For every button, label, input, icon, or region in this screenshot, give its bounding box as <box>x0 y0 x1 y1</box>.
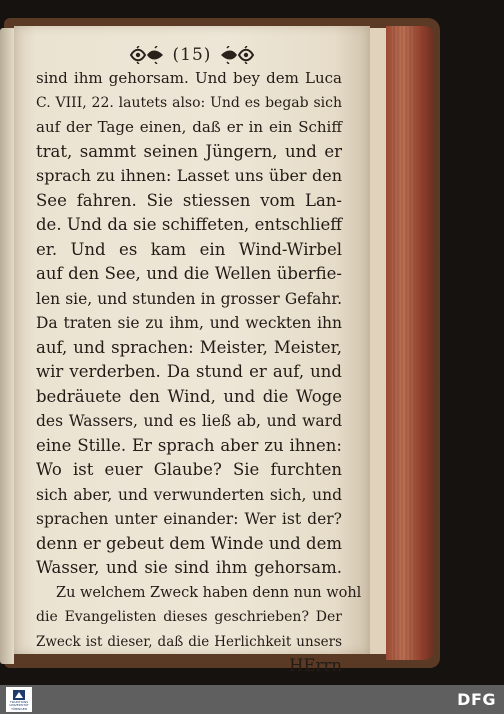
text-line <box>36 287 342 312</box>
text-line-content: auf der Tage einen, daß er in ein Schiff <box>36 118 342 136</box>
text-line-content: C. VIII, 22. lautets also: Und es begab sich <box>36 94 342 111</box>
text-line-content: Zu welchem Zweck haben denn nun wohl <box>56 584 362 601</box>
university-logo-text: TRADITIONS UNIVERSITÄT TÜBINGEN <box>9 700 29 711</box>
text-line-content: sprachen unter einander: Wer ist der? <box>36 510 342 528</box>
text-line-content: Da traten sie zu ihm, und weckten ihn <box>36 314 342 332</box>
text-line <box>36 605 342 630</box>
text-line-content: Wo ist euer Glaube? Sie furchten <box>36 460 342 479</box>
text-line <box>36 532 342 557</box>
text-line <box>36 213 342 238</box>
text-line <box>36 581 362 606</box>
text-line <box>36 189 342 214</box>
text-line-content: See fahren. Sie stiessen vom Lan- <box>36 190 342 210</box>
page-stack-edge <box>370 28 386 654</box>
text-line-content: die Evangelisten dieses geschrieben? Der <box>36 609 342 625</box>
text-line-content: sind ihm gehorsam. Und bey dem Luca <box>36 69 342 87</box>
text-line-content: eine Stille. Er sprach aber zu ihnen: <box>36 435 342 455</box>
text-line <box>36 66 342 91</box>
previous-page-edge <box>0 28 14 664</box>
viewer-footer-bar <box>0 685 504 714</box>
text-line <box>36 91 342 116</box>
text-line <box>36 507 342 532</box>
page-header <box>112 42 272 68</box>
text-line <box>36 630 342 655</box>
text-line <box>36 360 342 385</box>
text-line-content: auf den See, und die Wellen überfie- <box>36 264 342 283</box>
text-line-content: auf, und sprachen: Meister, Meister, <box>36 337 342 357</box>
university-logo <box>6 687 32 712</box>
text-line-content: wir verderben. Da stund er auf, und <box>36 362 342 381</box>
left-ornament-icon <box>129 46 165 64</box>
text-line <box>36 336 342 361</box>
text-line-content: HErrn <box>289 656 342 675</box>
text-line <box>36 409 342 434</box>
text-line <box>36 115 342 140</box>
text-line-content: len sie, und stunden in grosser Gefahr. <box>36 289 342 308</box>
text-line-content: de. Und da sie schiffeten, entschlieff <box>36 215 342 234</box>
text-line <box>36 385 342 410</box>
dfg-logo: DFG <box>457 690 496 709</box>
text-line-content: denn er gebeut dem Winde und dem <box>36 533 342 553</box>
text-line <box>36 556 342 581</box>
text-line <box>36 434 342 459</box>
cover-spine-edge <box>386 26 434 660</box>
text-line-content: bedräuete den Wind, und die Woge <box>36 386 342 406</box>
text-line <box>36 140 342 165</box>
text-line <box>36 654 342 679</box>
page-number: (15) <box>172 45 212 65</box>
page-body-text <box>36 66 362 679</box>
text-line <box>36 483 342 508</box>
text-line <box>36 458 342 483</box>
text-line-content: sprach zu ihnen: Lasset uns über den <box>36 166 342 185</box>
text-line <box>36 311 342 336</box>
text-line-content: Wasser, und sie sind ihm gehorsam. <box>36 558 342 577</box>
text-line-content: des Wassers, und es ließ ab, und ward <box>36 412 342 430</box>
text-line-content: Zweck ist dieser, daß die Herlichkeit unsers <box>36 633 342 650</box>
text-line <box>36 238 342 263</box>
text-line <box>36 262 342 287</box>
text-line-content: sich aber, und verwunderten sich, und <box>36 485 342 504</box>
text-line-content: trat, sammt seinen Jüngern, und er <box>36 141 342 161</box>
text-line-content: er. Und es kam ein Wind-Wirbel <box>36 239 342 259</box>
right-ornament-icon <box>219 46 255 64</box>
text-line <box>36 164 342 189</box>
